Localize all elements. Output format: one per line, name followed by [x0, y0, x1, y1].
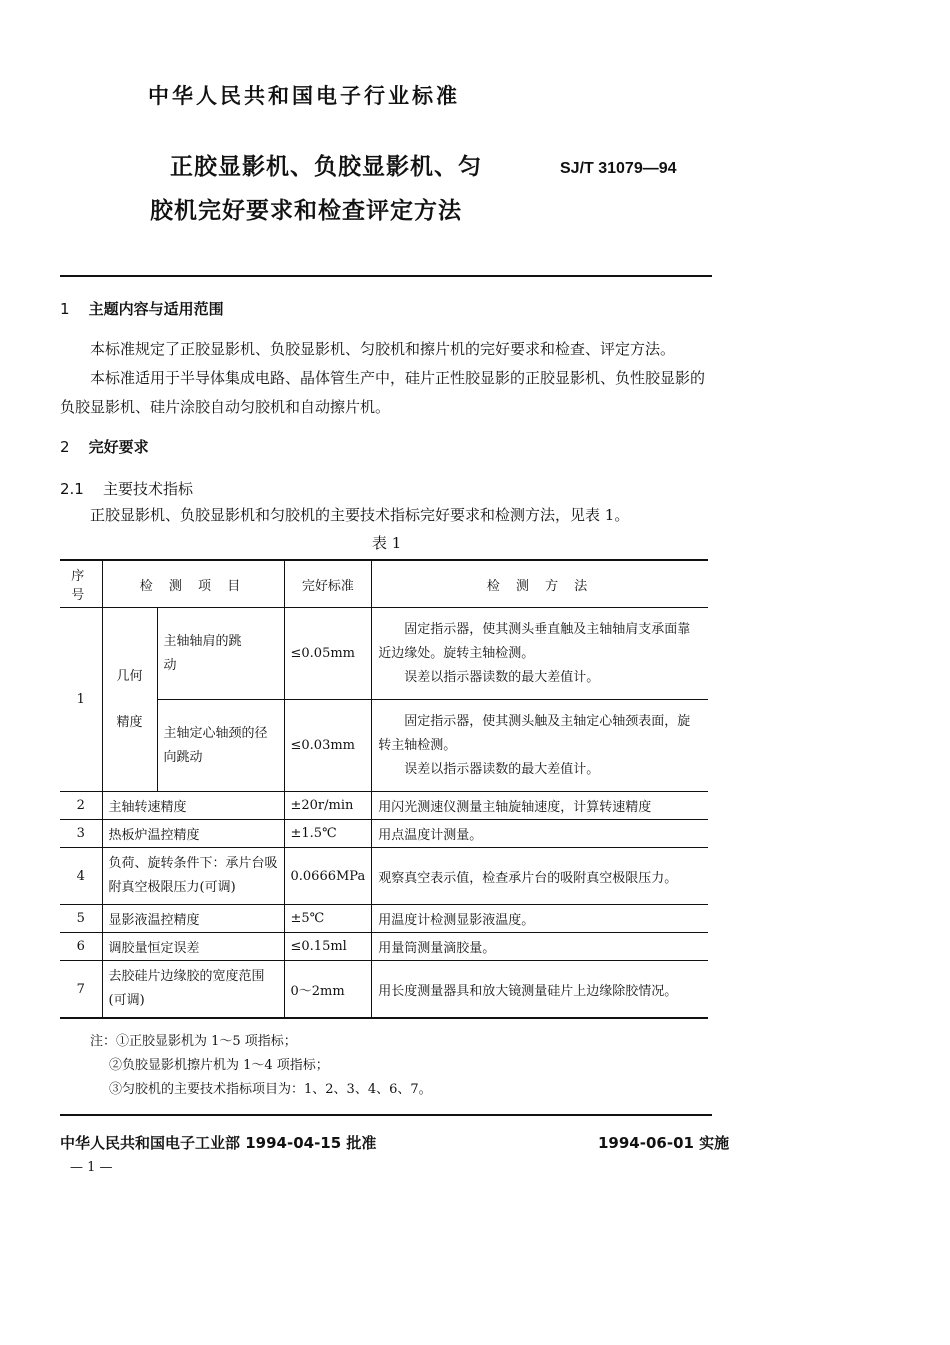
row1-sub2-item: 主轴定心轴颈的径向跳动 [157, 700, 284, 792]
table-row [60, 700, 708, 792]
document-title-line2: 胶机完好要求和检查评定方法 [150, 198, 462, 224]
document-title-line1: 正胶显影机、负胶显影机、匀 [170, 154, 482, 180]
note-1: 注：①正胶显影机为 1～5 项指标； [90, 1034, 297, 1049]
header-seq: 序 号 [60, 560, 102, 608]
subsection-2-1-text: 正胶显影机、负胶显影机和匀胶机的主要技术指标完好要求和检测方法，见表 1。 [90, 506, 630, 524]
row1-sub1-standard: ≤0.05mm [284, 608, 372, 700]
table-row [60, 608, 708, 700]
row4-standard: 0.0666MPa [284, 848, 372, 905]
row5-seq: 5 [60, 905, 102, 933]
header-rule [60, 275, 712, 277]
row7-standard: 0～2mm [284, 961, 372, 1019]
header-item: 检 测 项 目 [102, 560, 284, 608]
row2-seq: 2 [60, 792, 102, 820]
table-notes [90, 1030, 432, 1102]
row7-seq: 7 [60, 961, 102, 1019]
effective-date: 1994-06-01 实施 [598, 1134, 730, 1152]
row1-seq: 1 [60, 608, 102, 792]
row4-seq: 4 [60, 848, 102, 905]
section-1-heading [60, 298, 224, 319]
row3-item: 热板炉温控精度 [102, 820, 284, 848]
table-row [60, 961, 708, 1019]
row7-item: 去胶硅片边缘胶的宽度范围(可调) [102, 961, 284, 1019]
subsection-2-1-number: 2.1 [60, 480, 84, 498]
row1-sub2-standard: ≤0.03mm [284, 700, 372, 792]
row3-seq: 3 [60, 820, 102, 848]
row5-standard: ±5℃ [284, 905, 372, 933]
standard-code: SJ/T 31079—94 [560, 160, 677, 177]
spec-table [60, 559, 708, 1019]
row6-item: 调胶量恒定误差 [102, 933, 284, 961]
row2-method: 用闪光测速仪测量主轴旋轴速度，计算转速精度 [372, 792, 708, 820]
section-1-para2-text: 本标准适用于半导体集成电路、晶体管生产中，硅片正性胶显影的正胶显影机、负性胶显影的负胶显影机、硅片涂胶自动匀胶机和自动擦片机。 [60, 369, 706, 416]
row1-sub1-method-line1: 固定指示器，使其测头垂直触及主轴轴肩支承面靠近边缘处。旋转主轴检测。 [378, 621, 691, 661]
subsection-2-1-heading [60, 478, 193, 499]
table-header-row [60, 560, 708, 608]
row4-item: 负荷、旋转条件下：承片台吸附真空极限压力(可调) [102, 848, 284, 905]
table-row [60, 848, 708, 905]
row3-method: 用点温度计测量。 [372, 820, 708, 848]
row7-method: 用长度测量器具和放大镜测量硅片上边缘除胶情况。 [372, 961, 708, 1019]
row1-group-a: 几何 [116, 668, 143, 684]
row6-standard: ≤0.15ml [284, 933, 372, 961]
section-2-number: 2 [60, 438, 70, 456]
row5-item: 显影液温控精度 [102, 905, 284, 933]
section-1-title: 主题内容与适用范围 [88, 300, 224, 318]
footer-rule [60, 1114, 712, 1116]
row6-method: 用量筒测量滴胶量。 [372, 933, 708, 961]
note-2: ②负胶显影机擦片机为 1～4 项指标； [109, 1058, 329, 1073]
table-row [60, 905, 708, 933]
row3-standard: ±1.5℃ [284, 820, 372, 848]
row2-standard: ±20r/min [284, 792, 372, 820]
row1-group-b: 精度 [116, 714, 143, 730]
section-1-paragraph-1 [60, 335, 712, 364]
section-1-number: 1 [60, 300, 70, 318]
section-2-title: 完好要求 [88, 438, 149, 456]
header-method: 检 测 方 法 [372, 560, 708, 608]
row5-method: 用温度计检测显影液温度。 [372, 905, 708, 933]
section-1-para1-text: 本标准规定了正胶显影机、负胶显影机、匀胶机和擦片机的完好要求和检查、评定方法。 [90, 340, 676, 358]
row1-sub2-method-line2: 误差以指示器读数的最大差值计。 [404, 761, 600, 777]
row1-sub2-method [372, 700, 708, 792]
standard-category: 中华人民共和国电子行业标准 [148, 84, 460, 108]
section-2-heading [60, 436, 149, 457]
subsection-2-1-paragraph [60, 501, 712, 530]
page-number: — 1 — [70, 1160, 113, 1175]
row1-sub1-method-line2: 误差以指示器读数的最大差值计。 [404, 669, 600, 685]
table-row [60, 792, 708, 820]
table-row [60, 933, 708, 961]
approval-line: 中华人民共和国电子工业部 1994-04-15 批准 [60, 1134, 377, 1152]
row2-item: 主轴转速精度 [102, 792, 284, 820]
header-standard: 完好标准 [284, 560, 372, 608]
subsection-2-1-title: 主要技术指标 [102, 480, 193, 498]
row1-sub1-item: 主轴轴肩的跳 动 [157, 608, 284, 700]
row1-sub2-method-line1: 固定指示器，使其测头触及主轴定心轴颈表面，旋转主轴检测。 [378, 713, 691, 753]
row1-group [102, 608, 157, 792]
row1-sub1-method [372, 608, 708, 700]
row6-seq: 6 [60, 933, 102, 961]
table-row [60, 820, 708, 848]
section-1-paragraph-2 [60, 364, 712, 422]
row4-method: 观察真空表示值，检查承片台的吸附真空极限压力。 [372, 848, 708, 905]
table-caption: 表 1 [372, 534, 402, 552]
note-3: ③匀胶机的主要技术指标项目为：1、2、3、4、6、7。 [109, 1082, 432, 1097]
